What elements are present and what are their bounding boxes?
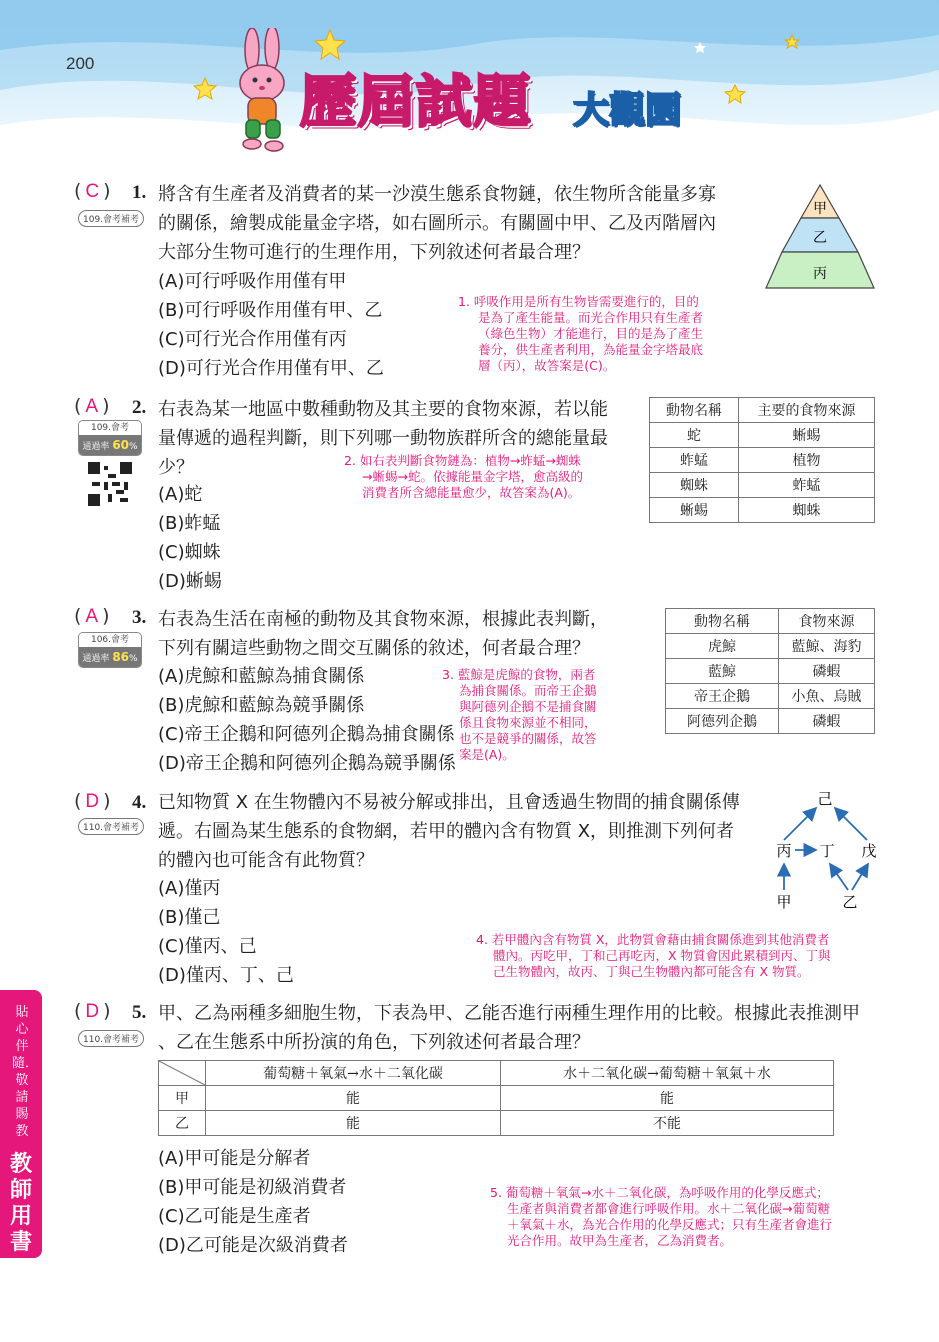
side-tab [0,990,42,1258]
table-header-row [666,609,875,634]
table-row [666,684,875,709]
option-d[interactable]: (D)可行光合作用僅有甲、乙 [158,358,384,379]
answer-letter: A [85,606,99,627]
table-cell: 蜥蜴 [650,498,739,523]
note-line: 層（丙），故答案是(C)。 [478,358,616,373]
rate-exam: 106.會考 [79,633,141,647]
table-corner-cell [159,1061,206,1086]
table-cell: 虎鯨 [666,634,779,659]
table-cell: 蜘蛛 [739,498,875,523]
table-header: 主要的食物來源 [739,398,875,423]
option-d[interactable]: (D)帝王企鵝和阿德列企鵝為競爭關係 [158,753,456,774]
answer-bracket: ( C ) [74,180,111,202]
answer-letter: C [85,181,100,202]
table-cell: 阿德列企鵝 [666,709,779,734]
option-b[interactable]: (B)蚱蜢 [158,513,221,534]
table-row [650,473,875,498]
option-c[interactable]: (C)可行光合作用僅有丙 [158,329,347,350]
rate-exam: 109.會考 [79,421,141,435]
question-text [158,180,716,267]
answer-bracket: ( D ) [74,790,111,812]
question-line: 、乙在生態系中所扮演的角色，下列敘述何者最合理？ [158,1032,590,1053]
food-source-table [649,397,875,523]
web-node-yi: 乙 [842,893,858,911]
pyramid-label-yi: 乙 [813,230,827,246]
option-d[interactable]: (D)僅丙、丁、己 [158,965,294,986]
option-c[interactable]: (C)蜘蛛 [158,542,221,563]
option-c[interactable]: (C)乙可能是生產者 [158,1206,311,1227]
table-cell: 帝王企鵝 [666,684,779,709]
table-cell: 植物 [739,448,875,473]
option-a[interactable]: (A)僅丙 [158,878,221,899]
table-header-row [159,1061,834,1086]
question-number: 2. [132,397,147,418]
food-web-diagram [770,786,882,914]
exam-tag: 110.會考補考 [78,818,144,835]
table-cell: 藍鯨 [666,659,779,684]
qr-code-icon[interactable] [88,462,132,506]
page-number: 200 [66,54,95,73]
question-line: 的體內也可能含有此物質？ [158,850,374,871]
question-line: 的關係，繪製成能量金字塔，如右圖所示。有關圖中甲、乙及丙階層內 [158,213,716,234]
question-line: 下列有關這些動物之間交互關係的敘述，何者最合理？ [158,638,590,659]
note-line: ＋氧氣＋水，為光合作用的化學反應式；只有生產者會進行 [507,1217,833,1232]
rate-label: 通過率 [82,442,110,452]
question-line: 右表為某一地區中數種動物及其主要的食物來源，若以能 [158,399,608,420]
question-line: 遞。右圖為某生態系的食物網，若甲的體內含有物質 X，則推測下列何者 [158,821,735,842]
question-line: 將含有生產者及消費者的某一沙漠生態系食物鏈，依生物所含能量多寡 [158,184,716,205]
option-b[interactable]: (B)僅己 [158,907,221,928]
option-a[interactable]: (A)甲可能是分解者 [158,1148,311,1169]
explanation-note [344,453,583,501]
web-node-wu: 戊 [861,842,877,860]
option-b[interactable]: (B)甲可能是初級消費者 [158,1177,347,1198]
explanation-note [490,1185,832,1249]
answer-letter: D [85,791,100,812]
table-row [650,423,875,448]
note-line: 消費者所含總能量愈少，故答案為(A)。 [362,485,581,500]
question-text [158,605,608,663]
web-arrow [835,808,867,840]
options-list [158,874,294,990]
table-cell: 乙 [159,1111,206,1136]
exam-tag: 109.會考補考 [78,210,144,227]
question-line: 少？ [158,457,194,478]
question-text [158,788,740,875]
table-cell: 蛇 [650,423,739,448]
table-header: 葡萄糖＋氧氣→水＋二氧化碳 [206,1061,501,1086]
note-line: 為捕食關係。而帝王企鵝 [459,683,597,698]
question-number: 4. [132,792,147,813]
question-line: 量傳遞的過程判斷，則下列哪一動物族群所含的總能量最 [158,428,608,449]
table-header: 動物名稱 [666,609,779,634]
question-line: 大部分生物可進行的生理作用，下列敘述何者最合理？ [158,242,590,263]
page-title: 歷屆試題 [300,70,532,135]
web-node-ji: 己 [817,790,833,808]
option-a[interactable]: (A)可行呼吸作用僅有甲 [158,271,347,292]
option-a[interactable]: (A)蛇 [158,484,203,505]
side-tab-label: 教師用書 [9,1152,32,1255]
options-list [158,480,222,596]
question-number: 1. [132,182,147,203]
answer-bracket: ( A ) [74,605,110,627]
web-node-jia: 甲 [776,893,792,911]
table-cell: 能 [206,1111,501,1136]
option-d[interactable]: (D)蜥蜴 [158,571,222,592]
explanation-note [458,294,703,374]
table-header: 水＋二氧化碳→葡萄糖＋氧氣＋水 [501,1061,834,1086]
pass-rate-badge: 106.會考 通過率 86% [78,632,142,668]
question-number: 3. [132,607,147,628]
options-list [158,662,456,778]
note-line: 光合作用。故甲為生產者，乙為消費者。 [507,1233,733,1248]
exam-tag: 110.會考補考 [78,1030,144,1047]
note-line: 3. 藍鯨是虎鯨的食物，兩者 [442,667,596,682]
table-header: 動物名稱 [650,398,739,423]
answer-letter: A [85,396,99,417]
option-a[interactable]: (A)虎鯨和藍鯨為捕食關係 [158,666,365,687]
table-row [650,448,875,473]
energy-pyramid-diagram [764,180,876,294]
table-cell: 蚱蜢 [650,448,739,473]
note-line: 己生物體內，故丙、丁與己生物體內都可能含有 X 物質。 [493,964,810,979]
question-line: 甲、乙為兩種多細胞生物，下表為甲、乙能否進行兩種生理作用的比較。根據此表推測甲 [158,1003,860,1024]
table-header-row [650,398,875,423]
page-subtitle: 大觀園 [573,90,682,131]
note-line: 體內。丙吃甲，丁和己再吃丙，X 物質會因此累積到丙、丁與 [493,948,831,963]
options-list [158,267,384,383]
table-row [159,1086,834,1111]
pass-rate-badge: 109.會考 通過率 60% [78,420,142,456]
table-cell: 蚱蜢 [739,473,875,498]
table-cell: 蜥蜴 [739,423,875,448]
question-line: 右表為生活在南極的動物及其食物來源，根據此表判斷， [158,609,608,630]
table-cell: 能 [501,1086,834,1111]
explanation-note [476,932,831,980]
note-line: 與阿德列企鵝不是捕食關 [459,699,597,714]
note-line: 案是(A)。 [459,747,515,762]
options-list [158,1144,348,1260]
note-line: 是為了產生能量。而光合作用只有生產者 [478,310,704,325]
note-line: （綠色生物）才能進行，目的是為了產生 [478,326,704,341]
answer-bracket: ( A ) [74,395,110,417]
table-header: 食物來源 [779,609,875,634]
option-d[interactable]: (D)乙可能是次級消費者 [158,1235,348,1256]
option-b[interactable]: (B)可行呼吸作用僅有甲、乙 [158,300,383,321]
rabbit-mascot-icon [222,28,302,156]
note-line: →蜥蜴→蛇。依據能量金字塔，愈高級的 [362,469,583,484]
note-line: 係且食物來源並不相同， [459,715,597,730]
pyramid-label-bing: 丙 [813,266,827,282]
table-cell: 蜘蛛 [650,473,739,498]
table-row [650,498,875,523]
rate-label: 通過率 [82,654,110,664]
note-line: 生產者與消費者都會進行呼吸作用。水＋二氧化碳→葡萄糖 [507,1201,830,1216]
table-cell: 不能 [501,1111,834,1136]
table-row [666,709,875,734]
question-text [158,999,860,1057]
answer-letter: D [85,1001,100,1022]
web-arrow [852,864,868,890]
table-cell: 能 [206,1086,501,1111]
option-c[interactable]: (C)僅丙、己 [158,936,257,957]
note-line: 4. 若甲體內含有物質 X，此物質會藉由捕食關係進到其他消費者 [476,932,830,947]
note-line: 1. 呼吸作用是所有生物皆需要進行的，目的 [458,294,699,309]
table-cell: 小魚、烏賊 [779,684,875,709]
web-node-ding: 丁 [819,842,835,860]
web-node-bing: 丙 [776,842,792,860]
rate-value: 86 [112,650,130,664]
option-b[interactable]: (B)虎鯨和藍鯨為競爭關係 [158,695,365,716]
table-cell: 藍鯨、海豹 [779,634,875,659]
table-cell: 甲 [159,1086,206,1111]
web-arrow [784,808,816,840]
pyramid-label-jia: 甲 [813,201,827,217]
note-line: 養分，供生產者利用，為能量金字塔最底 [478,342,704,357]
note-line: 5. 葡萄糖＋氧氣→水＋二氧化碳，為呼吸作用的化學反應式； [490,1185,829,1200]
table-row [159,1111,834,1136]
rate-value: 60 [112,438,130,452]
question-number: 5. [132,1002,147,1023]
option-c[interactable]: (C)帝王企鵝和阿德列企鵝為捕食關係 [158,724,455,745]
note-line: 也不是競爭的關係，故答 [459,731,597,746]
explanation-note [442,667,597,763]
physiology-comparison-table [158,1060,834,1136]
question-line: 已知物質 X 在生物體內不易被分解或排出，且會透過生物間的捕食關係傳 [158,792,740,813]
note-line: 2. 如右表判斷食物鏈為：植物→蚱蜢→蜘蛛 [344,453,581,468]
table-row [666,659,875,684]
web-arrow [830,864,848,890]
table-cell: 磷蝦 [779,659,875,684]
table-row [666,634,875,659]
side-tab-text: 貼心伴隨．敬請賜教 [12,1005,39,1139]
answer-bracket: ( D ) [74,1000,111,1022]
table-cell: 磷蝦 [779,709,875,734]
antarctic-food-table [665,608,875,734]
